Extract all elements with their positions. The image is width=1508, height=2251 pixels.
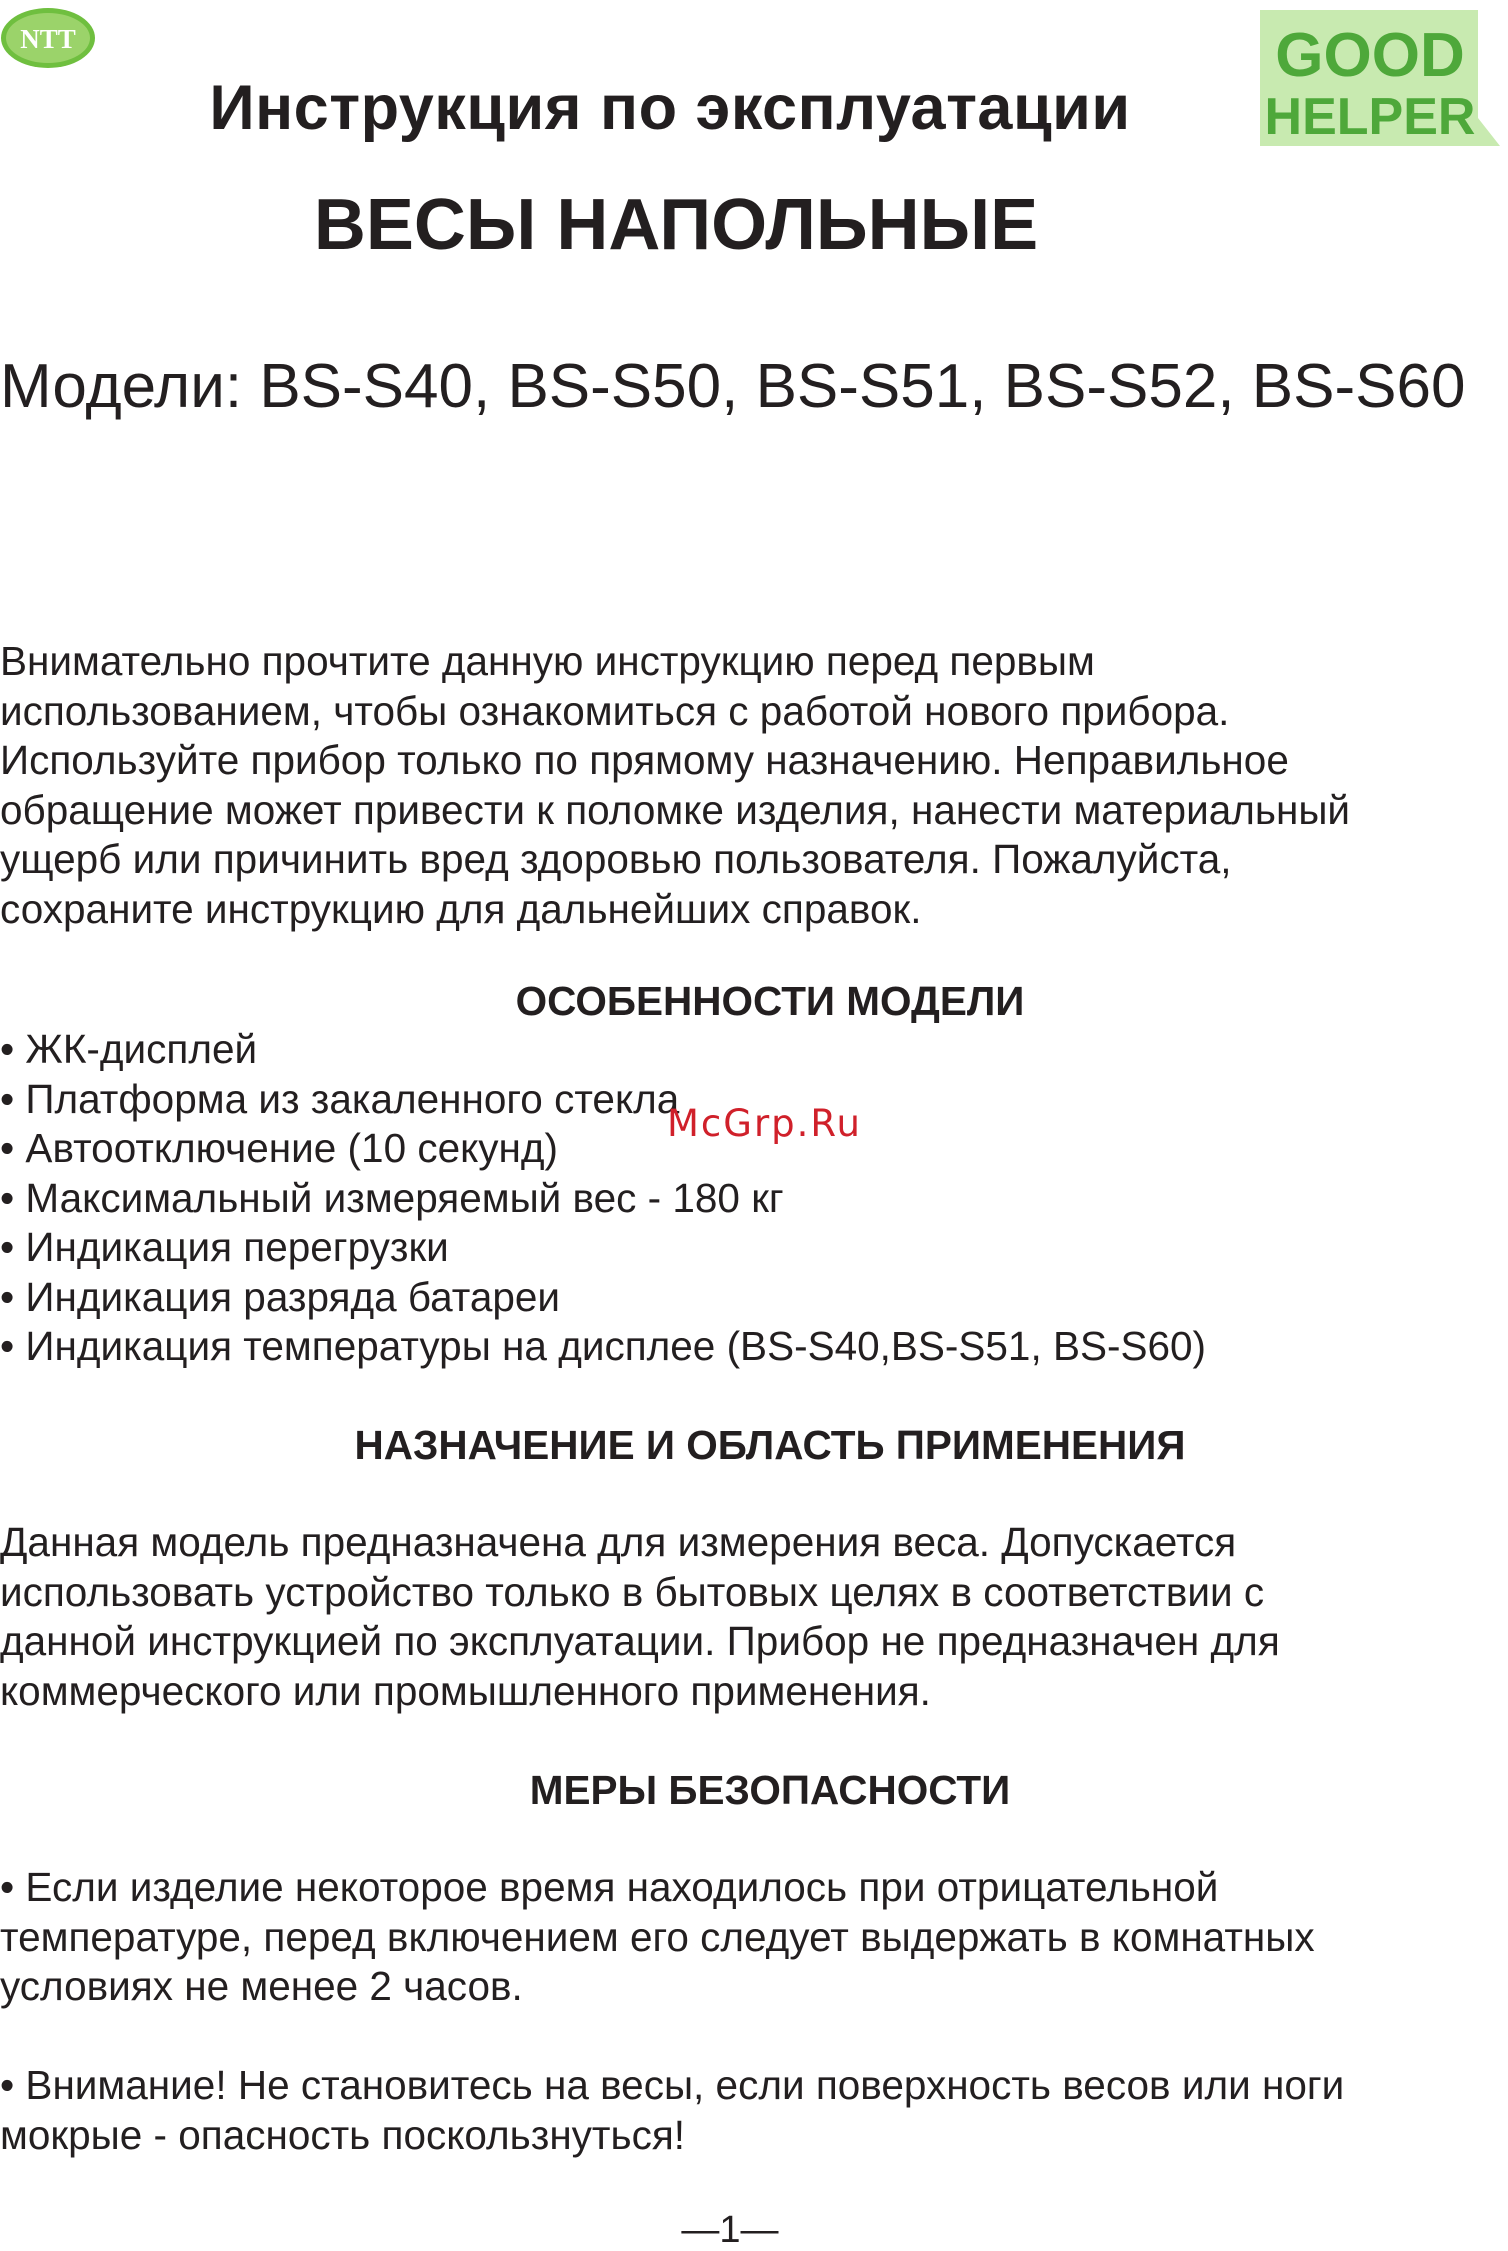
purpose-line: коммерческого или промышленного применения. xyxy=(0,1667,931,1714)
intro-line: использованием, чтобы ознакомиться с работой нового прибора. xyxy=(0,687,1230,734)
safety-line: условиях не менее 2 часов. xyxy=(0,1963,523,2009)
document-title: Инструкция по эксплуатации xyxy=(209,73,1131,143)
features-list xyxy=(0,1025,1206,1372)
safety-line: • Внимание! Не становитесь на весы, если поверхность весов или ноги xyxy=(0,2062,1345,2108)
intro-line: обращение может привести к поломке изделия, нанести материальный xyxy=(0,786,1351,833)
purpose-heading: НАЗНАЧЕНИЕ И ОБЛАСТЬ ПРИМЕНЕНИЯ xyxy=(354,1422,1186,1468)
list-item: • Индикация перегрузки xyxy=(0,1224,449,1270)
list-item: • Автоотключение (10 секунд) xyxy=(0,1125,559,1171)
models-line: Модели: BS-S40, BS-S50, BS-S51, BS-S52, BS-S60 xyxy=(0,352,1466,421)
intro-line: Используйте прибор только по прямому назначению. Неправильное xyxy=(0,737,1289,783)
features-heading: ОСОБЕННОСТИ МОДЕЛИ xyxy=(515,978,1025,1024)
list-item: • Платформа из закаленного стекла xyxy=(0,1075,680,1122)
safety-line: • Если изделие некоторое время находилось при отрицательной xyxy=(0,1864,1219,1910)
list-item: • Индикация разряда батареи xyxy=(0,1273,561,1320)
purpose-paragraph xyxy=(0,1518,1500,1716)
svg-text:GOOD: GOOD xyxy=(1275,21,1465,90)
ntt-logo xyxy=(0,0,100,70)
intro-line: Внимательно прочтите данную инструкцию перед первым xyxy=(0,638,1095,684)
intro-line: сохраните инструкцию для дальнейших справок. xyxy=(0,885,922,932)
list-item: • Максимальный измеряемый вес - 180 кг xyxy=(0,1174,784,1221)
intro-line: ущерб или причинить вред здоровью пользователя. Пожалуйста, xyxy=(0,836,1232,882)
safety-line: мокрые - опасность поскользнуться! xyxy=(0,2111,686,2158)
svg-text:NTT: NTT xyxy=(20,24,76,54)
purpose-line: Данная модель предназначена для измерения веса. Допускается xyxy=(0,1519,1237,1565)
purpose-line: данной инструкцией по эксплуатации. Прибор не предназначен для xyxy=(0,1618,1280,1664)
product-title: ВЕСЫ НАПОЛЬНЫЕ xyxy=(313,185,1039,265)
safety-paragraph-1 xyxy=(0,1863,1500,2012)
safety-heading: МЕРЫ БЕЗОПАСНОСТИ xyxy=(529,1767,1011,1813)
page-number: —1— xyxy=(681,2209,779,2251)
intro-paragraph xyxy=(0,637,1500,934)
svg-text:HELPER: HELPER xyxy=(1264,88,1476,146)
watermark: McGrp.Ru xyxy=(667,1102,862,1145)
list-item: • Индикация температуры на дисплее (BS-S40,BS-S51, BS-S60) xyxy=(0,1323,1207,1369)
safety-paragraph-2 xyxy=(0,2061,1500,2160)
purpose-line: использовать устройство только в бытовых целях в соответствии с xyxy=(0,1568,1265,1615)
safety-line: температуре, перед включением его следует выдержать в комнатных xyxy=(0,1913,1315,1960)
list-item: • ЖК-дисплей xyxy=(0,1026,258,1072)
